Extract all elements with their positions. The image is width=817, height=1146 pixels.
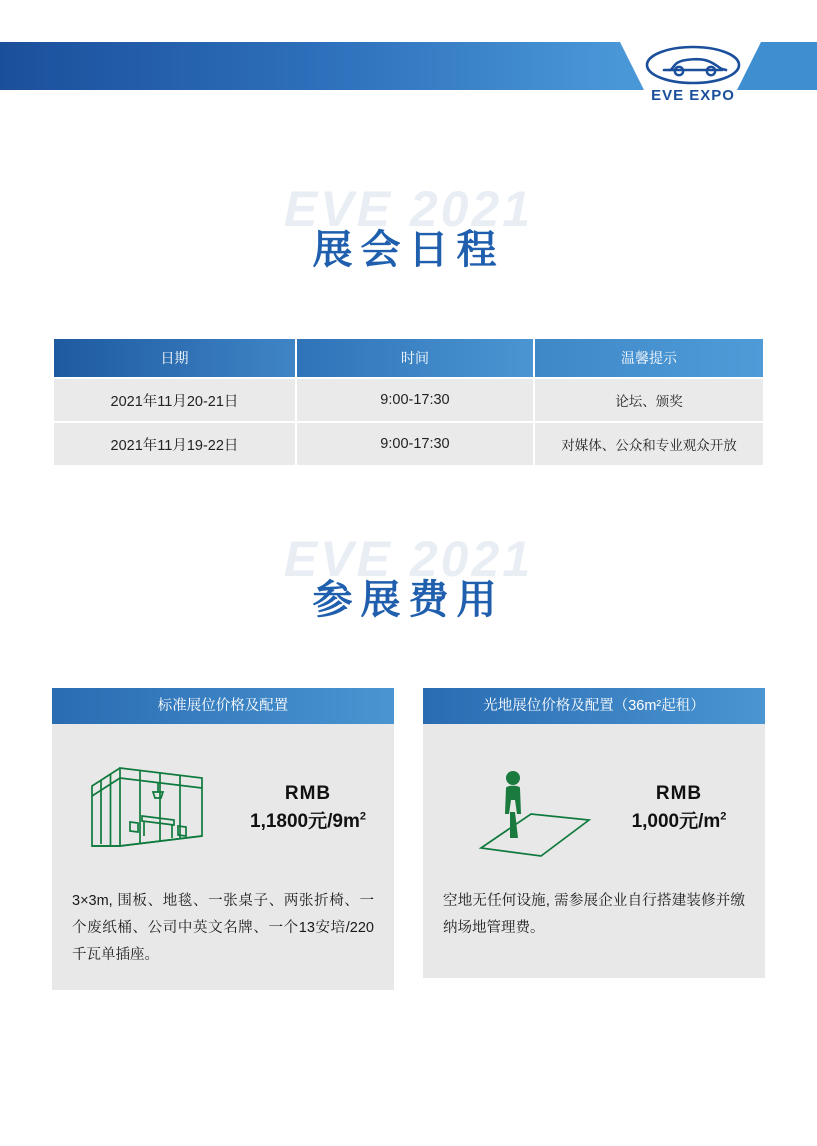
booth-3d-icon xyxy=(72,752,242,864)
standard-price-currency: RMB xyxy=(284,783,332,805)
fees-ghost-text: EVE 2021 xyxy=(283,531,534,587)
raw-space-card-title: 光地展位价格及配置（36m²起租） xyxy=(423,688,765,724)
fees-title: 参展费用 xyxy=(312,578,505,622)
standard-price-amount: 1,1800元$/9m^2$ xyxy=(250,810,366,832)
logo-text: EVE EXPO xyxy=(651,87,735,104)
header-accent-chip xyxy=(737,42,817,90)
cell-tip: 对媒体、公众和专业观众开放 xyxy=(535,423,763,465)
table-header-date: 日期 xyxy=(54,339,295,377)
standard-booth-price xyxy=(242,780,374,835)
schedule-title: 展会日程 xyxy=(312,228,505,272)
car-outline-icon xyxy=(638,44,748,86)
person-on-floor-icon xyxy=(443,752,613,864)
table-header-tip: 温馨提示 xyxy=(535,339,763,377)
schedule-table xyxy=(52,337,765,467)
table-header-time: 时间 xyxy=(297,339,533,377)
cell-tip: 论坛、颁奖 xyxy=(535,379,763,421)
cell-date: 2021年11月20-21日 xyxy=(54,379,295,421)
raw-space-card xyxy=(423,688,765,990)
raw-space-price-amount: 1,000元$/m^2$ xyxy=(631,810,727,832)
eve-expo-logo xyxy=(638,44,748,106)
table-header-row xyxy=(54,339,763,377)
raw-space-price xyxy=(613,780,745,835)
table-row xyxy=(54,423,763,465)
raw-space-price-currency: RMB xyxy=(655,783,703,805)
raw-space-desc: 空地无任何设施, 需参展企业自行搭建装修并缴纳场地管理费。 xyxy=(443,893,745,936)
schedule-title-block xyxy=(0,181,817,275)
fee-cards xyxy=(52,688,765,990)
standard-booth-desc: 3×3m, 围板、地毯、一张桌子、两张折椅、一个废纸桶、公司中英文名牌、一个13安培/220千瓦单插座。 xyxy=(72,893,374,963)
cell-time: 9:00-17:30 xyxy=(297,379,533,421)
header-gradient-bar xyxy=(0,42,620,90)
schedule-ghost-text: EVE 2021 xyxy=(283,181,534,237)
fees-title-block xyxy=(0,531,817,625)
standard-booth-card-body xyxy=(52,724,394,990)
raw-space-card-body xyxy=(423,724,765,978)
cell-time: 9:00-17:30 xyxy=(297,423,533,465)
standard-booth-card xyxy=(52,688,394,990)
standard-booth-card-title: 标准展位价格及配置 xyxy=(52,688,394,724)
cell-date: 2021年11月19-22日 xyxy=(54,423,295,465)
table-row xyxy=(54,379,763,421)
